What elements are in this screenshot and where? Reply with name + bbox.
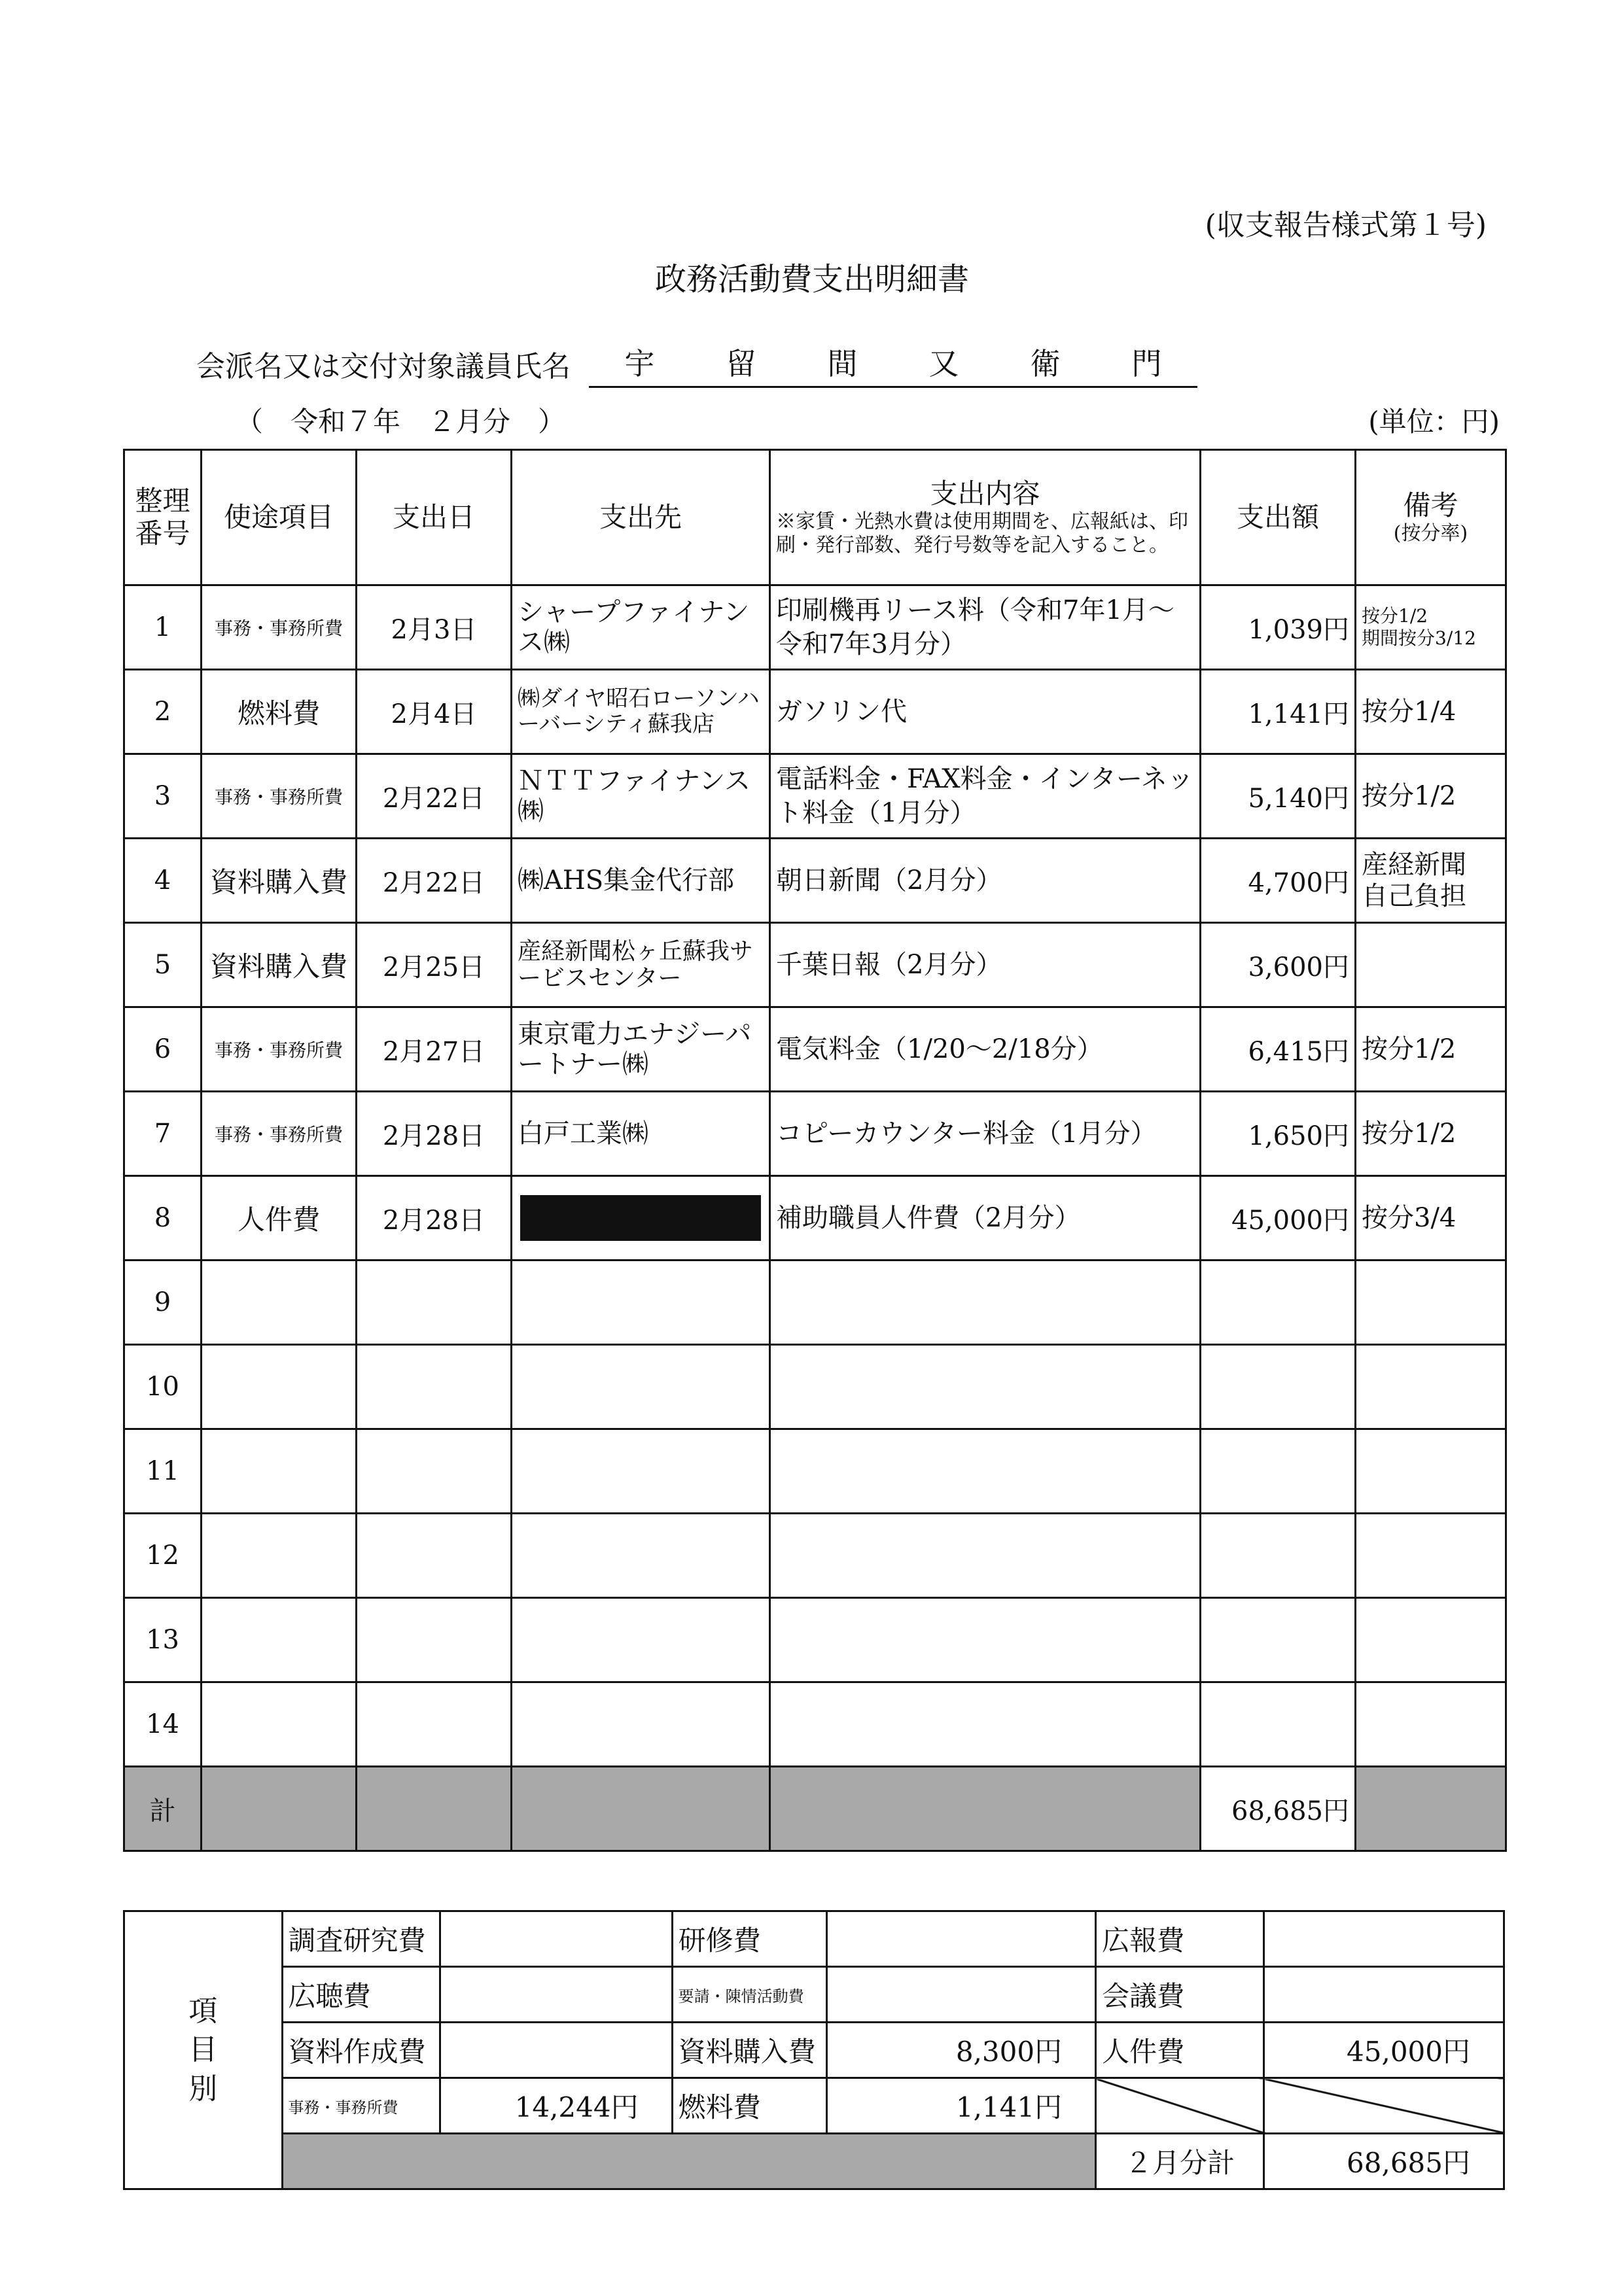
- row-no: 7: [124, 1092, 202, 1176]
- summary-value: [826, 1911, 1095, 1967]
- summary-label: 会議費: [1096, 1967, 1264, 2023]
- summary-value: 8,300円: [826, 2023, 1095, 2078]
- row-no: 6: [124, 1007, 202, 1092]
- row-payee: 白戸工業㈱: [512, 1092, 770, 1176]
- summary-row: [124, 2023, 1504, 2078]
- summary-label: 調査研究費: [282, 1911, 440, 1967]
- month-total-label: ２月分計: [1096, 2134, 1264, 2189]
- row-no: 14: [124, 1682, 202, 1767]
- summary-value: [1264, 1967, 1504, 2023]
- row-remarks: 按分1/2: [1356, 1007, 1506, 1092]
- page-title: 政務活動費支出明細書: [654, 261, 969, 298]
- header-date: 支出日: [357, 450, 512, 585]
- header-remarks-sub: (按分率): [1393, 522, 1468, 546]
- row-date: 2月28日: [357, 1176, 512, 1261]
- row-content: 電気料金（1/20～2/18分）: [770, 1007, 1201, 1092]
- row-category: 事務・事務所費: [202, 1007, 357, 1092]
- form-number: (収支報告様式第１号): [1205, 209, 1487, 242]
- row-remarks: [1356, 923, 1506, 1007]
- summary-label: 資料購入費: [672, 2023, 826, 2078]
- row-payee: ㈱ダイヤ昭石ローソンハーバーシティ蘇我店: [512, 670, 770, 754]
- row-category: 資料購入費: [202, 839, 357, 923]
- row-content: 印刷機再リース料（令和7年1月～令和7年3月分）: [770, 585, 1201, 670]
- summary-value: [826, 1967, 1095, 2023]
- row-no: 9: [124, 1261, 202, 1345]
- unit-label: (単位：円): [1368, 406, 1500, 438]
- total-label: 計: [124, 1767, 202, 1851]
- row-category: 燃料費: [202, 670, 357, 754]
- row-remarks: 産経新聞 自己負担: [1356, 839, 1506, 923]
- table-row: [124, 1514, 1506, 1598]
- summary-label: 人件費: [1096, 2023, 1264, 2078]
- table-header-row: [124, 450, 1506, 585]
- row-remarks: 按分1/2 期間按分3/12: [1356, 585, 1506, 670]
- row-remarks: 按分1/2: [1356, 754, 1506, 839]
- row-date: 2月22日: [357, 839, 512, 923]
- row-date: 2月3日: [357, 585, 512, 670]
- header-content-label: 支出内容: [930, 477, 1040, 510]
- summary-row: [124, 1911, 1504, 1967]
- row-payee: ㈱AHS集金代行部: [512, 839, 770, 923]
- summary-value: 14,244円: [440, 2078, 673, 2134]
- table-row: [124, 1345, 1506, 1429]
- row-remarks: 按分3/4: [1356, 1176, 1506, 1261]
- summary-row: [124, 1967, 1504, 2023]
- summary-side-label: 項 目 別: [124, 1911, 283, 2189]
- table-row: [124, 1598, 1506, 1682]
- total-amount: 68,685円: [1201, 1767, 1356, 1851]
- row-date: 2月27日: [357, 1007, 512, 1092]
- summary-label: 事務・事務所費: [282, 2078, 440, 2134]
- header-no: 整理 番号: [124, 450, 202, 585]
- row-amount: 5,140円: [1201, 754, 1356, 839]
- row-no: 13: [124, 1598, 202, 1682]
- summary-label: 燃料費: [672, 2078, 826, 2134]
- member-name-char: 衛: [1030, 346, 1061, 381]
- diagonal-cell: [1264, 2078, 1504, 2134]
- table-row: [124, 1261, 1506, 1345]
- row-no: 1: [124, 585, 202, 670]
- table-row: [124, 585, 1506, 670]
- party-label: 会派名又は交付対象議員氏名: [196, 350, 571, 383]
- row-date: 2月22日: [357, 754, 512, 839]
- summary-label: 要請・陳情活動費: [672, 1967, 826, 2023]
- row-category: 人件費: [202, 1176, 357, 1261]
- row-no: 2: [124, 670, 202, 754]
- table-row: [124, 754, 1506, 839]
- summary-label: 広報費: [1096, 1911, 1264, 1967]
- table-row: [124, 923, 1506, 1007]
- redaction-block: [520, 1195, 761, 1241]
- row-no: 11: [124, 1429, 202, 1514]
- row-no: 3: [124, 754, 202, 839]
- header-amount: 支出額: [1201, 450, 1356, 585]
- row-category: 事務・事務所費: [202, 754, 357, 839]
- period: （ 令和７年 ２月分 ）: [236, 406, 566, 438]
- row-category: 事務・事務所費: [202, 1092, 357, 1176]
- summary-table: [123, 1910, 1505, 2190]
- member-name-char: 間: [827, 346, 858, 381]
- summary-value: 1,141円: [826, 2078, 1095, 2134]
- header-remarks-label: 備考: [1403, 489, 1458, 521]
- row-category: 事務・事務所費: [202, 585, 357, 670]
- shaded-cell: [282, 2134, 1096, 2189]
- row-category: 資料購入費: [202, 923, 357, 1007]
- header-remarks: [1356, 450, 1506, 585]
- row-payee: 産経新聞松ヶ丘蘇我サービスセンター: [512, 923, 770, 1007]
- month-total-value: 68,685円: [1264, 2134, 1504, 2189]
- row-amount: 1,141円: [1201, 670, 1356, 754]
- row-amount: 45,000円: [1201, 1176, 1356, 1261]
- diagonal-cell: [1096, 2078, 1264, 2134]
- row-content: 電話料金・FAX料金・インターネット料金（1月分）: [770, 754, 1201, 839]
- header-category: 使途項目: [202, 450, 357, 585]
- table-row: [124, 839, 1506, 923]
- member-name-char: 宇: [624, 346, 655, 381]
- row-payee: 東京電力エナジーパートナー㈱: [512, 1007, 770, 1092]
- row-date: 2月25日: [357, 923, 512, 1007]
- table-row: [124, 670, 1506, 754]
- summary-value: [440, 1911, 673, 1967]
- header-content: [770, 450, 1201, 585]
- row-no: 10: [124, 1345, 202, 1429]
- row-amount: 1,650円: [1201, 1092, 1356, 1176]
- member-name-char: 留: [726, 346, 756, 381]
- summary-value: 45,000円: [1264, 2023, 1504, 2078]
- row-remarks: 按分1/2: [1356, 1092, 1506, 1176]
- summary-label: 研修費: [672, 1911, 826, 1967]
- row-content: ガソリン代: [770, 670, 1201, 754]
- member-name-char: 門: [1131, 346, 1162, 381]
- header-payee: 支出先: [512, 450, 770, 585]
- row-payee: [512, 1176, 770, 1261]
- table-row: [124, 1176, 1506, 1261]
- member-name: [589, 340, 1197, 388]
- total-row: [124, 1767, 1506, 1851]
- table-row: [124, 1007, 1506, 1092]
- table-row: [124, 1092, 1506, 1176]
- summary-label: 資料作成費: [282, 2023, 440, 2078]
- row-amount: 1,039円: [1201, 585, 1356, 670]
- row-no: 12: [124, 1514, 202, 1598]
- summary-value: [440, 2023, 673, 2078]
- row-no: 8: [124, 1176, 202, 1261]
- summary-value: [440, 1967, 673, 2023]
- summary-total-row: [124, 2134, 1504, 2189]
- row-amount: 4,700円: [1201, 839, 1356, 923]
- row-content: コピーカウンター料金（1月分）: [770, 1092, 1201, 1176]
- row-no: 5: [124, 923, 202, 1007]
- row-date: 2月28日: [357, 1092, 512, 1176]
- row-no: 4: [124, 839, 202, 923]
- table-row: [124, 1682, 1506, 1767]
- summary-label: 広聴費: [282, 1967, 440, 2023]
- header-content-note: ※家賃・光熱水費は使用期間を、広報紙は、印刷・発行部数、発行号数等を記入すること。: [776, 510, 1188, 557]
- row-content: 朝日新聞（2月分）: [770, 839, 1201, 923]
- row-payee: シャープファイナンス㈱: [512, 585, 770, 670]
- table-row: [124, 1429, 1506, 1514]
- row-amount: 6,415円: [1201, 1007, 1356, 1092]
- member-name-char: 又: [928, 346, 959, 381]
- row-remarks: 按分1/4: [1356, 670, 1506, 754]
- row-content: 補助職員人件費（2月分）: [770, 1176, 1201, 1261]
- summary-value: [1264, 1911, 1504, 1967]
- row-amount: 3,600円: [1201, 923, 1356, 1007]
- row-content: 千葉日報（2月分）: [770, 923, 1201, 1007]
- summary-row: [124, 2078, 1504, 2134]
- row-payee: ＮＴＴファイナンス㈱: [512, 754, 770, 839]
- expense-table: [123, 449, 1507, 1852]
- row-date: 2月4日: [357, 670, 512, 754]
